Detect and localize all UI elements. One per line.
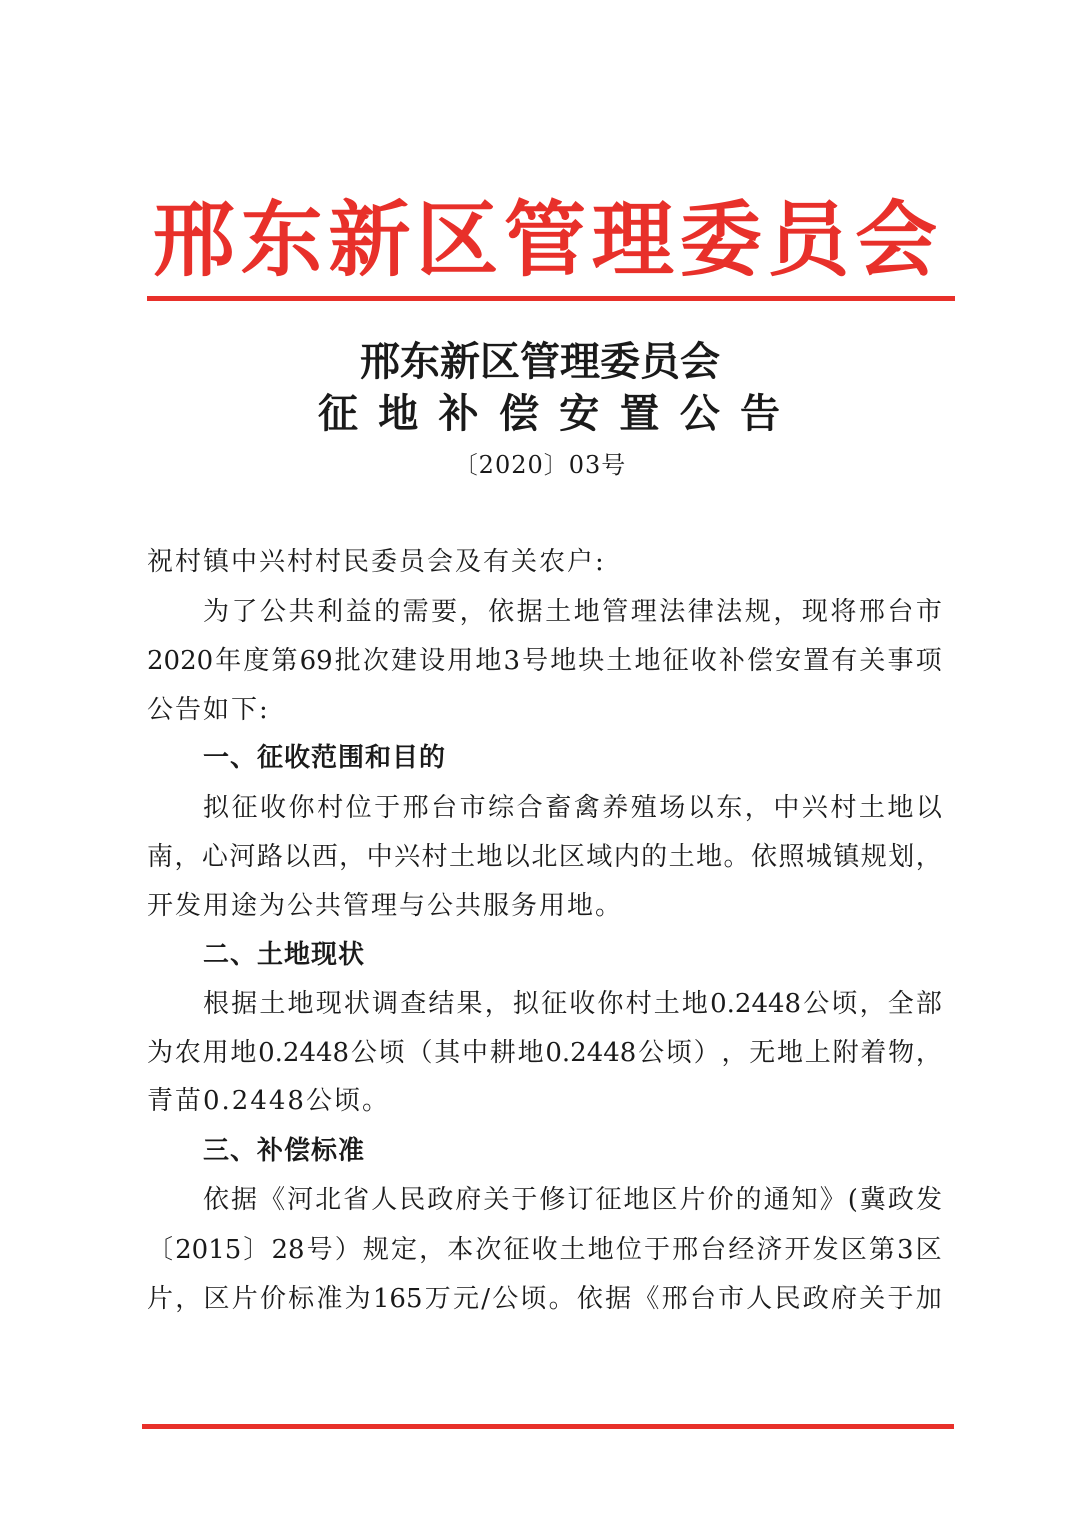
letterhead-char: 新	[328, 192, 411, 288]
letterhead-char: 员	[767, 192, 850, 288]
letterhead-char: 理	[591, 192, 674, 288]
section-heading: 二、土地现状	[203, 940, 366, 970]
body-line: 拟 征 收 你 村 位 于 邢 台 市 综 合 畜 禽 养 殖 场 以 东 ， 中 兴 村 土 地 以	[203, 793, 942, 823]
body-line: 片 ， 区 片 价 标 准 为 165 万 元 / 公 顷 。 依 据 《 邢 台 市 人 民 政 府 关 于 加	[147, 1284, 942, 1314]
body-line: 公告如下:	[147, 695, 270, 725]
body-line: 开发用途为公共管理与公共服务用地。	[147, 891, 624, 921]
body-line: 依 据 《 河 北 省 人 民 政 府 关 于 修 订 征 地 区 片 价 的 通 知 》 ( 冀 政 发	[203, 1185, 942, 1215]
letterhead-char: 邢	[152, 192, 235, 288]
title-char: 地	[378, 390, 419, 437]
letterhead-char: 东	[240, 192, 323, 288]
letterhead-divider	[147, 296, 955, 301]
footer-divider	[142, 1424, 954, 1429]
letterhead-char: 委	[679, 192, 762, 288]
body-line: 南 ， 心 河 路 以 西 ， 中 兴 村 土 地 以 北 区 域 内 的 土 地 。 依 照 城 镇 规 划 ，	[147, 842, 942, 872]
body-line: 2020 年 度 第 69 批 次 建 设 用 地 3 号 地 块 土 地 征 收 补 偿 安 置 有 关 事 项	[147, 646, 942, 676]
body-line: 〔 2015 〕 28 号 ） 规 定 ， 本 次 征 收 土 地 位 于 邢 台 经 济 开 发 区 第 3 区	[147, 1235, 942, 1265]
salutation: 祝村镇中兴村村民委员会及有关农户:	[147, 547, 606, 577]
letterhead	[150, 190, 940, 290]
title-char: 公	[679, 390, 720, 437]
title-char: 偿	[498, 390, 539, 437]
document-title-issuer: 邢东新区管理委员会	[360, 338, 720, 385]
title-char: 补	[438, 390, 479, 437]
title-char: 征	[318, 390, 358, 437]
body-line: 青苗0.2448公顷。	[147, 1086, 390, 1116]
letterhead-char: 区	[416, 192, 499, 288]
title-char: 安	[559, 390, 600, 437]
letterhead-char: 管	[504, 192, 587, 288]
document-title-subject	[318, 388, 780, 440]
title-char: 告	[739, 390, 780, 437]
body-line: 为 了 公 共 利 益 的 需 要 ， 依 据 土 地 管 理 法 律 法 规 ， 现 将 邢 台 市	[203, 597, 942, 627]
letterhead-char: 会	[855, 192, 938, 288]
section-heading: 三、补偿标准	[203, 1136, 366, 1166]
body-line: 根 据 土 地 现 状 调 查 结 果 ， 拟 征 收 你 村 土 地 0.2448 公 顷 ， 全 部	[203, 989, 942, 1019]
document-number: 〔2020〕03号	[453, 451, 627, 479]
section-heading: 一、征收范围和目的	[203, 743, 447, 773]
title-char: 置	[619, 390, 660, 437]
body-line: 为 农 用 地 0.2448 公 顷 （ 其 中 耕 地 0.2448 公 顷 ） ， 无 地 上 附 着 物 ，	[147, 1038, 942, 1068]
